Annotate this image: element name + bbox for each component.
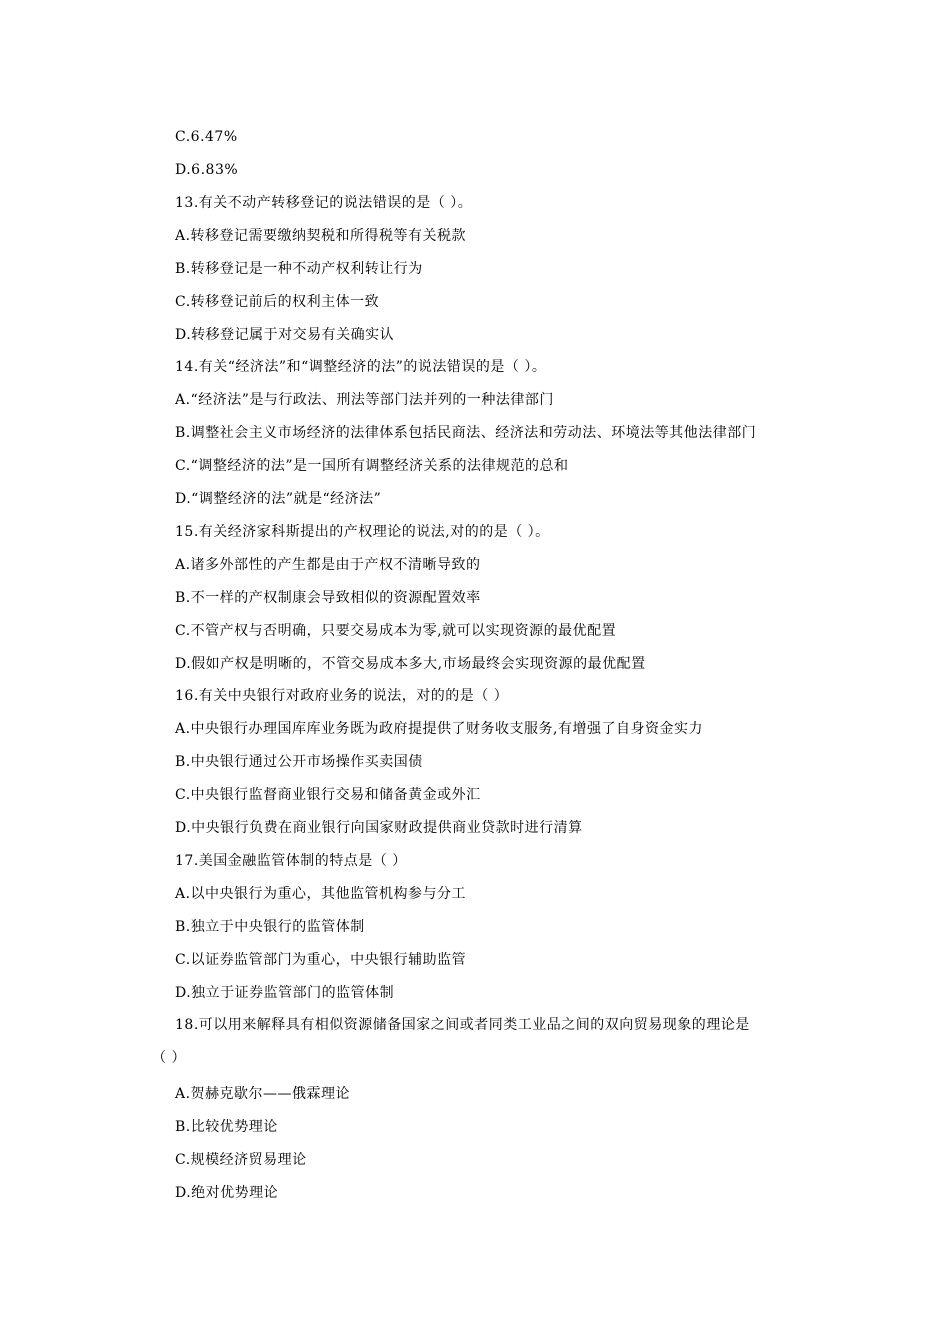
- option-a-q16: A.中央银行办理国库库业务既为政府提提供了财务收支服务,有增强了自身资金实力: [175, 721, 704, 737]
- option-c-q14: C.“调整经济的法”是一国所有调整经济关系的法律规范的总和: [175, 458, 569, 474]
- question-15: 15.有关经济家科斯提出的产权理论的说法,对的的是（ ）。: [175, 524, 550, 540]
- question-17: 17.美国金融监管体制的特点是（ ）: [175, 853, 407, 869]
- option-c-q13: C.转移登记前后的权利主体一致: [175, 294, 380, 310]
- option-b-q17: B.独立于中央银行的监管体制: [175, 919, 365, 935]
- option-b-q14: B.调整社会主义市场经济的法律体系包括民商法、经济法和劳动法、环境法等其他法律部门: [175, 425, 757, 441]
- option-b-q13: B.转移登记是一种不动产权利转让行为: [175, 261, 423, 277]
- option-c-q15: C.不管产权与否明确，只要交易成本为零,就可以实现资源的最优配置: [175, 623, 617, 639]
- option-a-q15: A.诸多外部性的产生都是由于产权不清晰导致的: [175, 557, 481, 573]
- option-b-q18: B.比较优势理论: [175, 1119, 278, 1135]
- option-b-q16: B.中央银行通过公开市场操作买卖国债: [175, 754, 423, 770]
- question-16: 16.有关中央银行对政府业务的说法，对的的是（ ）: [175, 688, 509, 704]
- option-a-q18: A.贺赫克歇尔——俄霖理论: [175, 1086, 351, 1102]
- option-c-q18: C.规模经济贸易理论: [175, 1152, 307, 1168]
- option-d-q16: D.中央银行负费在商业银行向国家财政提供商业贷款时进行清算: [175, 820, 583, 836]
- option-d-q14: D.“调整经济的法”就是“经济法”: [175, 491, 382, 507]
- question-13: 13.有关不动产转移登记的说法错误的是（ ）。: [175, 195, 473, 211]
- option-b-q15: B.不一样的产权制康会导致相似的资源配置效率: [175, 590, 481, 606]
- option-c-q17: C.以证券监管部门为重心，中央银行辅助监管: [175, 952, 467, 968]
- option-d-q12: D.6.83%: [175, 162, 239, 178]
- option-a-q13: A.转移登记需要缴纳契税和所得税等有关税款: [175, 228, 467, 244]
- question-18: 18.可以用来解释具有相似资源储备国家之间或者同类工业品之间的双向贸易现象的理论是: [175, 1017, 750, 1033]
- option-a-q17: A.以中央银行为重心，其他监管机构参与分工: [175, 886, 467, 902]
- question-18-blank: （ ）: [152, 1050, 186, 1066]
- option-c-q12: C.6.47%: [175, 129, 238, 145]
- option-a-q14: A.“经济法”是与行政法、刑法等部门法并列的一种法律部门: [175, 392, 554, 408]
- question-14: 14.有关“经济法”和“调整经济的法”的说法错误的是（ ）。: [175, 359, 547, 375]
- option-d-q18: D.绝对优势理论: [175, 1185, 279, 1201]
- option-d-q17: D.独立于证券监管部门的监管体制: [175, 985, 395, 1001]
- option-d-q13: D.转移登记属于对交易有关确实认: [175, 327, 395, 343]
- option-d-q15: D.假如产权是明晰的，不管交易成本多大,市场最终会实现资源的最优配置: [175, 656, 646, 672]
- option-c-q16: C.中央银行监督商业银行交易和储备黄金或外汇: [175, 787, 481, 803]
